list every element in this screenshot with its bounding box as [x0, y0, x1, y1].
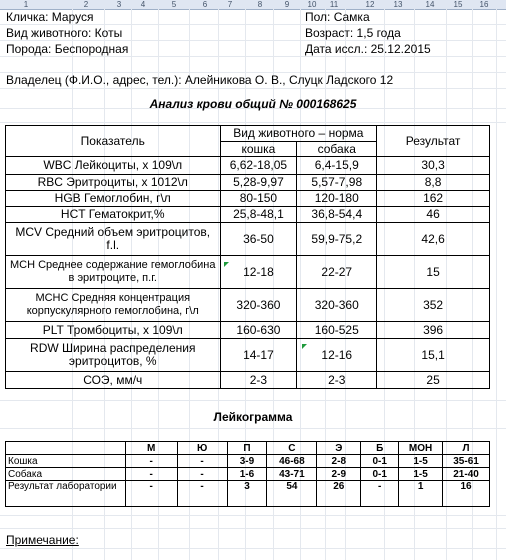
table-row [6, 207, 490, 223]
norm-cat: 160-630 [220, 322, 297, 339]
leukogram-cell: 43-71 [267, 468, 317, 481]
column-header[interactable]: 12 [365, 0, 375, 9]
patient-nickname: Кличка: Маруся [6, 10, 94, 24]
table-row [6, 223, 490, 256]
table-row [6, 372, 490, 389]
column-header[interactable]: 11 [329, 0, 339, 9]
table-row [6, 322, 490, 339]
norm-dog: 120-180 [297, 191, 377, 207]
leukogram-cell: 0-1 [361, 468, 399, 481]
leukogram-table [5, 441, 490, 507]
leukogram-cell: - [177, 468, 227, 481]
leukogram-col-header: П [227, 442, 267, 455]
header-indicator: Показатель [6, 126, 221, 157]
exam-date: Дата иссл.: 25.12.2015 [305, 42, 431, 56]
leukogram-col-header: Ю [177, 442, 227, 455]
column-header[interactable]: 15 [453, 0, 463, 9]
row-name: MCHC Средняя концентрация корпускулярного гемоглобина, г\л [6, 289, 221, 322]
result-value: 42,6 [377, 223, 490, 256]
row-name: RDW Ширина распределения эритроцитов, % [6, 339, 221, 372]
norm-cat: 25,8-48,1 [220, 207, 297, 223]
leukogram-cell: 54 [267, 481, 317, 507]
header-result: Результат [377, 126, 490, 157]
leukogram-cell: 26 [317, 481, 361, 507]
leukogram-row [6, 468, 490, 481]
norm-dog: 5,57-7,98 [297, 175, 377, 191]
patient-sex: Пол: Самка [305, 10, 370, 24]
leukogram-cell: - [177, 481, 227, 507]
leukogram-header-row [6, 442, 490, 455]
norm-dog: 2-3 [297, 372, 377, 389]
row-name: HGB Гемоглобин, г\л [6, 191, 221, 207]
header-dog: собака [297, 142, 377, 157]
column-header[interactable]: 13 [393, 0, 403, 9]
result-value: 8,8 [377, 175, 490, 191]
leukogram-cell: 2-9 [317, 468, 361, 481]
column-header[interactable]: 3 [116, 0, 122, 9]
result-value: 396 [377, 322, 490, 339]
header-cat: кошка [220, 142, 297, 157]
leukogram-cell: 46-68 [267, 455, 317, 468]
leukogram-cell: - [125, 468, 177, 481]
leukogram-cell: - [177, 455, 227, 468]
patient-age: Возраст: 1,5 года [305, 26, 401, 40]
column-header[interactable]: 6 [202, 0, 208, 9]
column-header[interactable]: 16 [479, 0, 489, 9]
norm-dog: 6,4-15,9 [297, 157, 377, 175]
table-row [6, 175, 490, 191]
norm-dog: 12-16 [297, 339, 377, 372]
row-name: RBC Эритроциты, х 1012\л [6, 175, 221, 191]
norm-dog: 22-27 [297, 256, 377, 289]
leukogram-col-header: Л [443, 442, 490, 455]
result-value: 15 [377, 256, 490, 289]
column-header[interactable]: 14 [425, 0, 435, 9]
result-value: 46 [377, 207, 490, 223]
leukogram-cell: 1-5 [399, 468, 443, 481]
norm-cat: 12-18 [220, 256, 297, 289]
norm-cat: 6,62-18,05 [220, 157, 297, 175]
leukogram-cell: - [361, 481, 399, 507]
row-name: HCT Гематокрит,% [6, 207, 221, 223]
column-header[interactable]: 1 [23, 0, 29, 9]
leukogram-cell: 1 [399, 481, 443, 507]
result-value: 30,3 [377, 157, 490, 175]
comment-indicator-icon[interactable] [224, 262, 229, 267]
leukogram-col-header: МОН [399, 442, 443, 455]
owner-info: Владелец (Ф.И.О., адрес, тел.): Алейникова О. В., Слуцк Ладского 12 [6, 73, 394, 87]
leukogram-row-label: Собака [6, 468, 126, 481]
row-name: СОЭ, мм/ч [6, 372, 221, 389]
leukogram-cell: 3-9 [227, 455, 267, 468]
column-header[interactable]: 5 [171, 0, 177, 9]
norm-cat: 36-50 [220, 223, 297, 256]
table-row [6, 339, 490, 372]
leukogram-cell: 0-1 [361, 455, 399, 468]
row-name: MCV Средний объем эритроцитов, f.l. [6, 223, 221, 256]
row-name: PLT Тромбоциты, х 109\л [6, 322, 221, 339]
row-name: MCH Среднее содержание гемоглобина в эритроците, п.г. [6, 256, 221, 289]
norm-cat: 320-360 [220, 289, 297, 322]
leukogram-cell: 35-61 [443, 455, 490, 468]
table-row [6, 256, 490, 289]
leukogram-cell: 21-40 [443, 468, 490, 481]
result-value: 25 [377, 372, 490, 389]
leukogram-col-header: С [267, 442, 317, 455]
result-value: 162 [377, 191, 490, 207]
leukogram-col-header: Э [317, 442, 361, 455]
leukogram-cell: - [125, 481, 177, 507]
norm-cat: 2-3 [220, 372, 297, 389]
table-row [6, 157, 490, 175]
column-header[interactable]: 8 [257, 0, 263, 9]
leukogram-cell: - [125, 455, 177, 468]
leukogram-row-label: Результат лаборатории [6, 481, 126, 507]
leukogram-corner [6, 442, 126, 455]
leukogram-cell: 16 [443, 481, 490, 507]
leukogram-cell: 1-5 [399, 455, 443, 468]
norm-dog: 320-360 [297, 289, 377, 322]
leukogram-cell: 3 [227, 481, 267, 507]
note-label: Примечание: [6, 533, 79, 547]
table-row [6, 191, 490, 207]
leukogram-cell: 2-8 [317, 455, 361, 468]
leukogram-title: Лейкограмма [213, 410, 293, 424]
patient-breed: Порода: Беспородная [6, 42, 129, 56]
leukogram-cell: 1-6 [227, 468, 267, 481]
norm-dog: 160-525 [297, 322, 377, 339]
column-header[interactable]: 7 [227, 0, 233, 9]
leukogram-col-header: Б [361, 442, 399, 455]
blood-analysis-table [5, 125, 490, 389]
norm-cat: 14-17 [220, 339, 297, 372]
column-header[interactable]: 10 [307, 0, 317, 9]
norm-dog: 36,8-54,4 [297, 207, 377, 223]
column-header[interactable]: 2 [83, 0, 89, 9]
leukogram-col-header: М [125, 442, 177, 455]
result-value: 15,1 [377, 339, 490, 372]
norm-cat: 80-150 [220, 191, 297, 207]
patient-species: Вид животного: Коты [6, 26, 123, 40]
table-row [6, 289, 490, 322]
result-value: 352 [377, 289, 490, 322]
norm-cat: 5,28-9,97 [220, 175, 297, 191]
leukogram-row [6, 481, 490, 507]
report-title: Анализ крови общий № 000168625 [149, 97, 357, 111]
norm-dog: 59,9-75,2 [297, 223, 377, 256]
column-header[interactable]: 9 [284, 0, 290, 9]
leukogram-row-label: Кошка [6, 455, 126, 468]
header-norm: Вид животного – норма [220, 126, 377, 142]
leukogram-row [6, 455, 490, 468]
row-name: WBC Лейкоциты, х 109\л [6, 157, 221, 175]
comment-indicator-icon[interactable] [302, 344, 307, 349]
column-header[interactable]: 4 [140, 0, 146, 9]
